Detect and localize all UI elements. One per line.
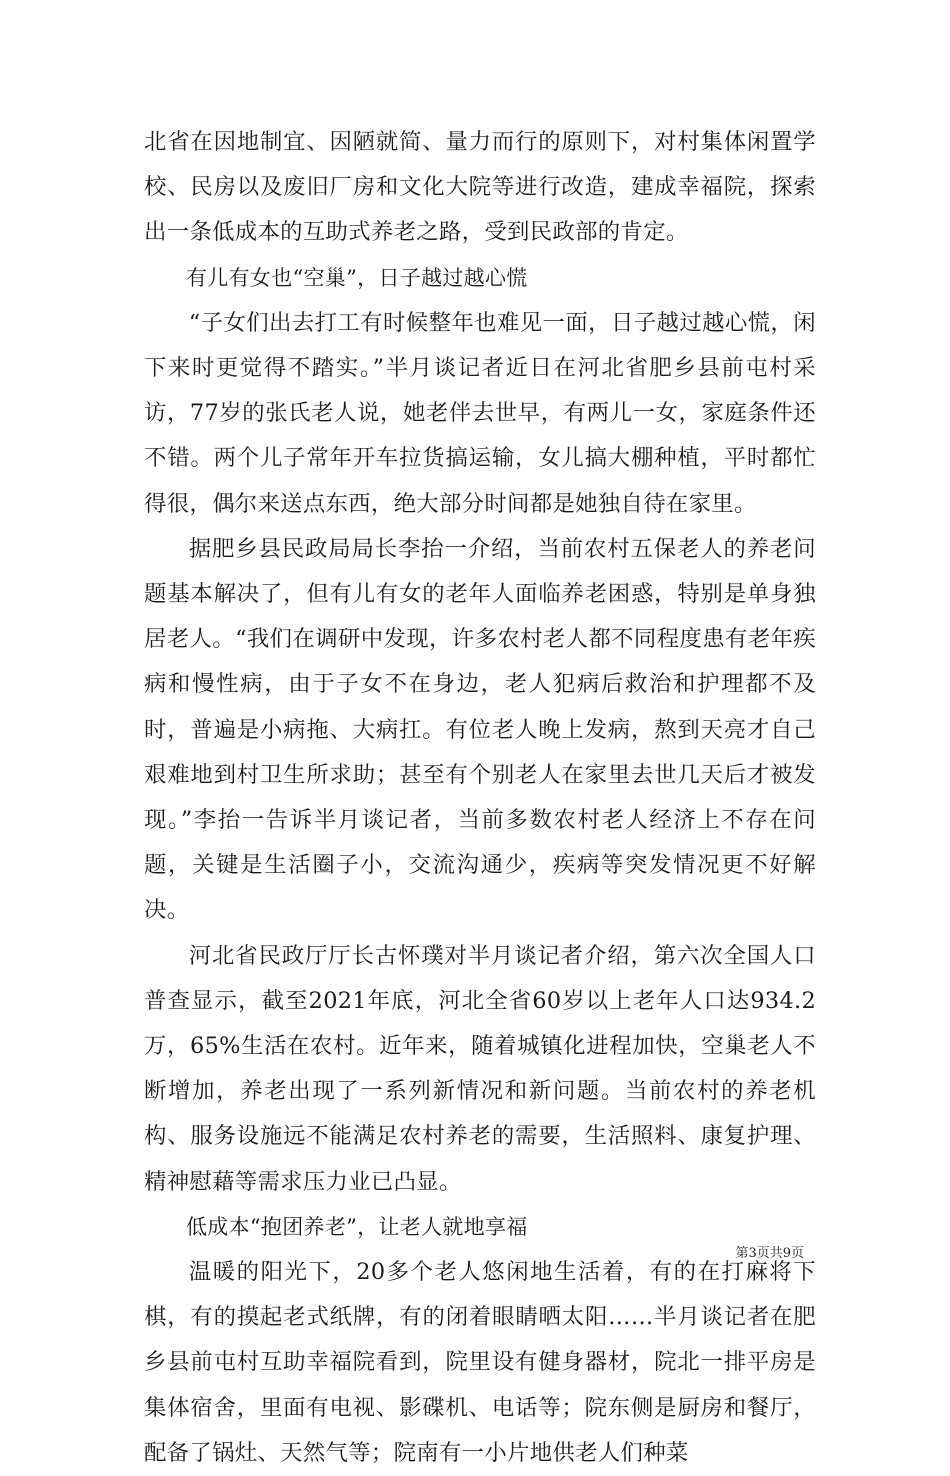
paragraph-zhang-interview: “子女们出去打工有时候整年也难见一面，日子越过越心慌，闲下来时更觉得不踏实。”半月谈记者近日在河北省肥乡县前屯村采访，77岁的张氏老人说，她老伴去世早，有两儿一女，家庭条件还不错。两个儿子常年开车拉货搞运输，女儿搞大棚种植，平时都忙得很，偶尔来送点东西，绝大部分时间都是她独自待在家里。	[144, 309, 816, 517]
article-body	[144, 120, 816, 1476]
paragraph-census-statistics: 河北省民政厅厅长古怀璞对半月谈记者介绍，第六次全国人口普查显示，截至2021年底，河北全省60岁以上老年人口达934.2万，65%生活在农村。近年来，随着城镇化进程加快，空巢老人不断增加，养老出现了一系列新情况和新问题。当前农村的养老机构、服务设施远不能满足农村养老的需要，生活照料、康复护理、精神慰藉等需求压力业已凸显。	[144, 942, 816, 1195]
page-number-footer: 第3页共9页	[735, 1246, 804, 1261]
paragraph-happiness-home: 温暖的阳光下，20多个老人悠闲地生活着，有的在打麻将下棋，有的摸起老式纸牌，有的闭着眼睛晒太阳……半月谈记者在肥乡县前屯村互助幸福院看到，院里设有健身器材，院北一排平房是集体宿舍，里面有电视、影碟机、电话等；院东侧是厨房和餐厅，配备了锅灶、天然气等；院南有一小片地供老人们种菜	[144, 1259, 816, 1466]
paragraph-bureau-director: 据肥乡县民政局局长李抬一介绍，当前农村五保老人的养老问题基本解决了，但有儿有女的老年人面临养老困惑，特别是单身独居老人。“我们在调研中发现，许多农村老人都不同程度患有老年疾病和慢性病，由于子女不在身边，老人犯病后救治和护理都不及时，普遍是小病拖、大病扛。有位老人晚上发病，熬到天亮才自己艰难地到村卫生所求助；甚至有个别老人在家里去世几天后才被发现。”李抬一告诉半月谈记者，当前多数农村老人经济上不存在问题，关键是生活圈子小，交流沟通少，疾病等突发情况更不好解决。	[144, 535, 816, 924]
paragraph-continuation: 北省在因地制宜、因陋就简、量力而行的原则下，对村集体闲置学校、民房以及废旧厂房和文化大院等进行改造，建成幸福院，探索出一条低成本的互助式养老之路，受到民政部的肯定。	[144, 129, 816, 246]
section-heading-empty-nest: 有儿有女也“空巢”，日子越过越心慌	[186, 265, 528, 290]
section-heading-group-care: 低成本“抱团养老”，让老人就地享福	[186, 1214, 528, 1239]
